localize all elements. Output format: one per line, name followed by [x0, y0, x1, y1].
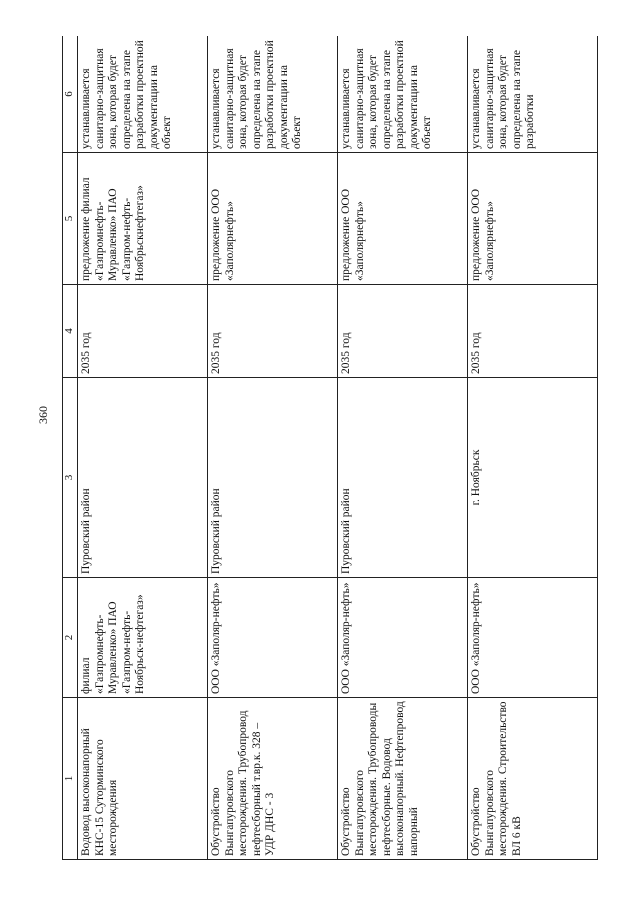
table-row: [78, 36, 208, 860]
year-cell: 2035 год: [78, 285, 208, 378]
basis-cell: предложение ООО «Заполярнефть»: [468, 153, 598, 285]
column-header: 3: [63, 378, 78, 578]
year-cell: 2035 год: [468, 285, 598, 378]
column-number-row: [63, 36, 78, 860]
objects-table: [62, 36, 598, 860]
zone-cell: устанавливается санитарно-защитная зона, которая будет определена на этапе разработки: [468, 36, 598, 153]
table-row: [468, 36, 598, 860]
page-number: 360: [36, 406, 50, 424]
table-row: [338, 36, 468, 860]
zone-cell: устанавливается санитарно-защитная зона, которая будет определена на этапе разработки проектной документации на объект: [208, 36, 338, 153]
basis-cell: предложение ООО «Заполярнефть»: [338, 153, 468, 285]
year-cell: 2035 год: [338, 285, 468, 378]
basis-cell: предложение филиал «Газпромнефть-Муравленко» ПАО «Газпром-нефть-Ноябрьскнефтегаз»: [78, 153, 208, 285]
location-cell: г. Ноябрьск: [468, 378, 598, 578]
object-name-cell: Обустройство Вынгапуровского месторождения. Трубопроводы нефтесборные. Водовод высоконапорный. Нефтепровод напорный: [338, 698, 468, 860]
zone-cell: устанавливается санитарно-защитная зона, которая будет определена на этапе разработки проектной документации на объект: [78, 36, 208, 153]
object-name-cell: Обустройство Вынгапуровского месторождения. Строительство ВЛ 6 кВ: [468, 698, 598, 860]
location-cell: Пуровский район: [208, 378, 338, 578]
column-header: 5: [63, 153, 78, 285]
year-cell: 2035 год: [208, 285, 338, 378]
location-cell: Пуровский район: [338, 378, 468, 578]
basis-cell: предложение ООО «Заполярнефть»: [208, 153, 338, 285]
column-header: 1: [63, 698, 78, 860]
column-header: 6: [63, 36, 78, 153]
owner-cell: ООО «Заполяр-нефть»: [338, 578, 468, 698]
document-sheet: [62, 36, 607, 860]
owner-cell: ООО «Заполяр-нефть»: [208, 578, 338, 698]
column-header: 2: [63, 578, 78, 698]
owner-cell: ООО «Заполяр-нефть»: [468, 578, 598, 698]
column-header: 4: [63, 285, 78, 378]
object-name-cell: Обустройство Вынгапуровского месторождения. Трубопровод нефтесборный т.вр.к. 328 – УДР ДНС - 3: [208, 698, 338, 860]
zone-cell: устанавливается санитарно-защитная зона, которая будет определена на этапе разработки проектной документации на объект: [338, 36, 468, 153]
table-row: [208, 36, 338, 860]
rotated-table-container: [62, 36, 607, 860]
object-name-cell: Водовод высоконапорный КНС-15 Суторминского месторождения: [78, 698, 208, 860]
owner-cell: филиал «Газпромнефть-Муравленко» ПАО «Газпром-нефть-Ноябрьск-нефтегаз»: [78, 578, 208, 698]
location-cell: Пуровский район: [78, 378, 208, 578]
